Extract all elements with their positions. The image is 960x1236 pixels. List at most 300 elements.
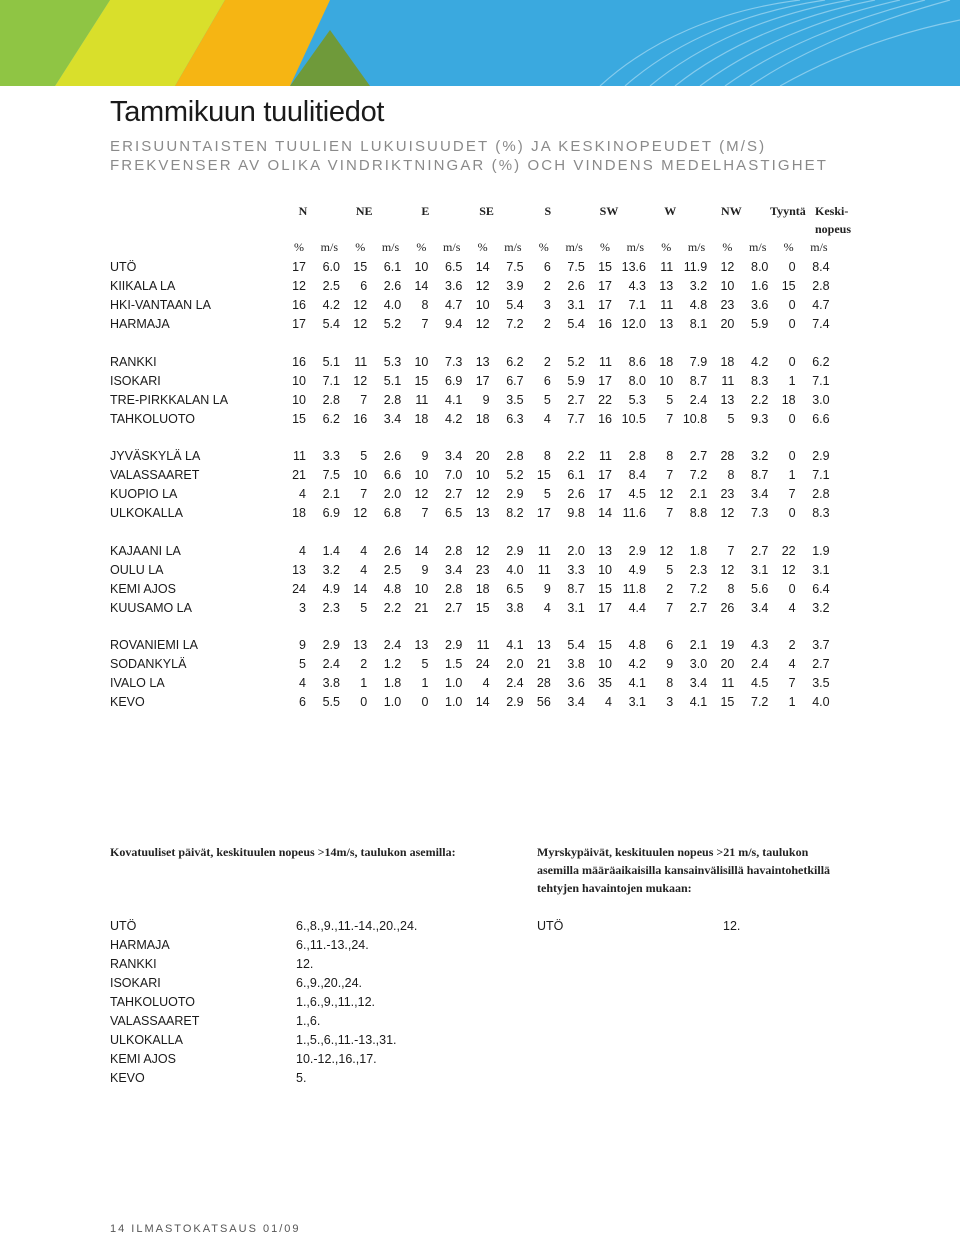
table-cell: 12 (720, 506, 735, 520)
table-cell: 18 (475, 581, 490, 596)
table-cell: 6.9 (445, 373, 463, 388)
table-cell: 18 (292, 506, 306, 520)
table-cell: 12 (781, 562, 796, 577)
table-cell: 8.4 (628, 468, 646, 482)
table-cell: 23 (720, 487, 735, 501)
table-cell: 8.0 (628, 373, 646, 388)
table-cell: 11 (476, 638, 490, 652)
table-cell: 5 (543, 487, 551, 501)
table-cell: 6.5 (445, 506, 463, 520)
table-row (0, 412, 960, 431)
table-cell: 2.8 (445, 543, 463, 558)
table-cell: 4.5 (751, 676, 769, 690)
table-cell: 8 (727, 581, 735, 596)
table-cell: 7.9 (689, 354, 708, 369)
table-cell: 5 (666, 562, 674, 577)
table-cell: 2.7 (567, 392, 585, 407)
header-banner (0, 0, 960, 86)
table-cell: 1 (788, 468, 796, 482)
table-cell: 3.7 (812, 638, 830, 652)
table-cell: 3 (543, 298, 551, 312)
table-cell: 5 (421, 657, 429, 671)
storm-days: 12. (296, 957, 314, 971)
table-cell: 1.0 (445, 695, 463, 709)
page-title: Tammikuun tuulitiedot (110, 96, 385, 128)
unit-header: m/s (381, 240, 400, 254)
table-cell: 15 (414, 373, 429, 388)
table-cell: 2.6 (383, 279, 402, 293)
unit-header: % (294, 240, 304, 254)
table-cell: 5 (360, 449, 368, 463)
table-cell: 4.3 (751, 638, 769, 652)
table-cell: 4.8 (628, 638, 646, 652)
table-cell: 2.9 (506, 487, 524, 501)
table-cell: 5.9 (751, 317, 769, 331)
table-cell: 5.4 (506, 298, 524, 312)
table-row (0, 468, 960, 487)
table-cell: 7.5 (567, 260, 585, 274)
table-cell: 5.2 (383, 317, 402, 331)
table-cell: 3.5 (506, 392, 524, 407)
table-cell: 2 (788, 638, 796, 652)
table-cell: 18 (659, 354, 674, 369)
table-cell: 1.2 (383, 657, 402, 671)
table-cell: 11 (721, 373, 735, 388)
table-cell: 4 (299, 543, 306, 558)
table-cell: 13 (659, 317, 674, 331)
table-cell: 9.4 (445, 317, 463, 331)
table-cell: 2.5 (322, 279, 340, 293)
table-cell: 6.4 (812, 581, 830, 596)
table-cell: 3.1 (751, 562, 769, 577)
direction-header: SE (479, 204, 494, 218)
table-cell: 3.2 (689, 279, 708, 293)
table-cell: 5.6 (751, 581, 769, 596)
table-cell: 12 (353, 373, 368, 388)
table-cell: 10 (414, 581, 429, 596)
direction-header: W (664, 204, 677, 218)
table-cell: 2.8 (506, 449, 524, 463)
table-cell: 5.3 (383, 354, 402, 369)
table-cell: 2.6 (567, 487, 585, 501)
unit-header: m/s (504, 240, 522, 254)
station-name: ISOKARI (110, 373, 161, 388)
table-cell: 4 (605, 695, 612, 709)
table-cell: 6 (543, 373, 551, 388)
table-cell: 7.4 (812, 317, 830, 331)
table-row (0, 393, 960, 412)
table-cell: 7.5 (322, 468, 340, 482)
table-cell: 11 (537, 562, 551, 577)
table-cell: 17 (598, 373, 612, 388)
station-name: KEMI AJOS (110, 581, 176, 596)
table-cell: 3.6 (567, 676, 585, 690)
table-cell: 7 (666, 506, 674, 520)
table-cell: 1 (788, 373, 796, 388)
table-cell: 17 (598, 298, 612, 312)
table-cell: 2.4 (383, 638, 402, 652)
table-cell: 11 (599, 354, 612, 369)
table-cell: 20 (475, 449, 490, 463)
table-row (0, 317, 960, 336)
table-cell: 7 (360, 487, 368, 501)
table-cell: 9.3 (751, 411, 769, 426)
table-cell: 12.0 (621, 317, 646, 331)
table-cell: 2.7 (445, 487, 463, 501)
table-cell: 1.0 (383, 695, 402, 709)
table-cell: 4.9 (322, 581, 340, 596)
table-cell: 12 (353, 317, 368, 331)
table-cell: 16 (292, 298, 306, 312)
table-cell: 4.0 (383, 298, 402, 312)
table-cell: 5 (360, 600, 368, 615)
table-cell: 2.7 (689, 449, 708, 463)
table-cell: 0 (788, 354, 796, 369)
table-cell: 16 (353, 411, 368, 426)
calm-header: Tyyntä (770, 204, 806, 218)
table-cell: 4.5 (628, 487, 646, 501)
table-cell: 11 (721, 676, 735, 690)
table-row (0, 279, 960, 298)
table-row (0, 676, 960, 695)
storm-station: KEVO (110, 1071, 145, 1085)
table-cell: 1.8 (689, 543, 708, 558)
gale-days-heading-line2: asemilla määräaikaisilla kansainvälisillä havaintohetkillä (537, 863, 831, 877)
table-cell: 4 (299, 487, 306, 501)
table-cell: 2.4 (689, 392, 708, 407)
table-cell: 8.0 (751, 260, 769, 274)
table-cell: 3.1 (567, 600, 585, 615)
table-cell: 4 (543, 411, 551, 426)
table-cell: 5 (543, 392, 551, 407)
table-cell: 16 (598, 317, 612, 331)
table-cell: 7 (666, 600, 674, 615)
table-cell: 17 (598, 279, 612, 293)
storm-days: 5. (296, 1071, 307, 1085)
table-cell: 3.1 (567, 298, 585, 312)
table-cell: 14 (414, 279, 429, 293)
table-cell: 56 (536, 695, 551, 709)
table-cell: 2.3 (322, 600, 340, 615)
table-cell: 5.1 (322, 354, 340, 369)
table-cell: 3.6 (445, 279, 463, 293)
table-cell: 6 (543, 260, 551, 274)
table-cell: 6 (666, 638, 674, 652)
table-cell: 2.4 (322, 657, 340, 671)
table-cell: 13 (475, 354, 490, 369)
table-cell: 3.5 (812, 676, 830, 690)
table-cell: 2.2 (383, 600, 402, 615)
table-cell: 8.1 (689, 317, 708, 331)
table-row (0, 695, 960, 714)
table-cell: 17 (598, 600, 612, 615)
table-cell: 11.6 (622, 506, 646, 520)
table-cell: 10.5 (621, 411, 646, 426)
table-cell: 10 (414, 260, 429, 274)
station-name: KUUSAMO LA (110, 600, 192, 615)
table-cell: 0 (788, 581, 796, 596)
table-cell: 8.7 (689, 373, 708, 388)
table-cell: 0 (788, 411, 796, 426)
table-cell: 18 (720, 354, 735, 369)
station-name: TAHKOLUOTO (110, 411, 195, 426)
table-cell: 1.8 (383, 676, 402, 690)
table-cell: 3.4 (567, 695, 585, 709)
table-cell: 8 (727, 468, 735, 482)
table-cell: 4.8 (383, 581, 402, 596)
table-cell: 21 (292, 468, 306, 482)
table-row (0, 506, 960, 525)
table-cell: 6.9 (322, 506, 340, 520)
table-cell: 9 (666, 657, 674, 671)
storm-station: KEMI AJOS (110, 1052, 176, 1066)
table-cell: 0 (788, 260, 796, 274)
table-cell: 2.3 (689, 562, 708, 577)
table-cell: 9 (543, 581, 551, 596)
table-cell: 1.6 (751, 279, 769, 293)
table-cell: 0 (788, 449, 796, 463)
table-cell: 5.5 (322, 695, 340, 709)
table-cell: 1.0 (445, 676, 463, 690)
table-cell: 4.3 (628, 279, 646, 293)
table-cell: 8 (666, 676, 674, 690)
unit-header: m/s (810, 240, 828, 254)
storm-station: TAHKOLUOTO (110, 995, 195, 1009)
table-cell: 3 (299, 600, 306, 615)
station-name: JYVÄSKYLÄ LA (110, 449, 201, 463)
table-cell: 5.4 (567, 317, 585, 331)
table-cell: 2.0 (383, 487, 402, 501)
table-cell: 5.2 (506, 468, 524, 482)
unit-header: m/s (443, 240, 461, 254)
table-cell: 18 (475, 411, 490, 426)
table-cell: 12 (720, 562, 735, 577)
storm-days: 6.,11.-13.,24. (296, 938, 369, 952)
table-cell: 4 (543, 600, 551, 615)
table-cell: 13 (414, 638, 429, 652)
table-cell: 2 (543, 317, 551, 331)
storm-station: VALASSAARET (110, 1014, 200, 1028)
table-cell: 5.3 (628, 392, 646, 407)
table-cell: 12 (720, 260, 735, 274)
table-cell: 3.4 (689, 676, 708, 690)
table-cell: 11.8 (622, 581, 646, 596)
unit-header: % (600, 240, 610, 254)
table-cell: 5 (299, 657, 306, 671)
table-cell: 2.9 (506, 543, 524, 558)
table-cell: 13.6 (621, 260, 646, 274)
table-cell: 7.3 (445, 354, 463, 369)
table-cell: 10 (414, 468, 429, 482)
table-cell: 17 (598, 468, 612, 482)
table-cell: 17 (292, 317, 306, 331)
direction-header: E (421, 204, 430, 218)
table-cell: 7.3 (751, 506, 769, 520)
table-cell: 6.5 (506, 581, 524, 596)
table-cell: 6.0 (322, 260, 340, 274)
station-name: VALASSAARET (110, 468, 200, 482)
table-cell: 3.8 (567, 657, 585, 671)
table-cell: 4.0 (812, 695, 830, 709)
table-cell: 4 (360, 562, 368, 577)
table-cell: 21 (414, 600, 429, 615)
table-cell: 2.7 (689, 600, 708, 615)
station-name: ULKOKALLA (110, 506, 183, 520)
table-row (0, 601, 960, 620)
table-cell: 6.1 (383, 260, 402, 274)
table-cell: 2.8 (322, 392, 340, 407)
table-cell: 12 (659, 543, 674, 558)
table-cell: 18 (414, 411, 429, 426)
table-cell: 10 (292, 392, 306, 407)
table-cell: 7 (788, 487, 796, 501)
table-cell: 7 (360, 392, 368, 407)
subtitle-finnish: ERISUUNTAISTEN TUULIEN LUKUISUUDET (%) JA KESKINOPEUDET (M/S) (110, 138, 767, 155)
storm-station: ULKOKALLA (110, 1033, 183, 1047)
table-cell: 19 (720, 638, 735, 652)
table-cell: 11 (415, 392, 429, 407)
table-cell: 24 (475, 657, 490, 671)
table-cell: 10 (598, 562, 612, 577)
table-cell: 6.2 (506, 354, 524, 369)
table-cell: 8.3 (751, 373, 769, 388)
table-cell: 6.2 (812, 354, 830, 369)
table-cell: 8.4 (812, 260, 830, 274)
table-cell: 7.5 (506, 260, 524, 274)
mean-header-line1: Keski- (815, 204, 849, 218)
table-cell: 3.0 (689, 657, 708, 671)
table-cell: 4 (360, 543, 368, 558)
table-row (0, 298, 960, 317)
table-cell: 0 (788, 317, 796, 331)
table-cell: 12 (475, 317, 490, 331)
table-cell: 15 (353, 260, 368, 274)
table-cell: 12 (414, 487, 429, 501)
table-cell: 3.4 (751, 487, 769, 501)
table-cell: 2.0 (567, 543, 585, 558)
table-cell: 2.5 (383, 562, 402, 577)
table-cell: 14 (353, 581, 368, 596)
table-cell: 1 (788, 695, 796, 709)
table-cell: 15 (475, 600, 490, 615)
table-cell: 4.8 (689, 298, 708, 312)
table-cell: 4.2 (445, 411, 463, 426)
table-cell: 7 (421, 317, 429, 331)
table-row (0, 563, 960, 582)
table-cell: 11 (537, 543, 551, 558)
station-name: TRE-PIRKKALAN LA (110, 392, 229, 407)
table-cell: 3.2 (751, 449, 769, 463)
table-cell: 3.8 (322, 676, 340, 690)
station-name: HARMAJA (110, 317, 170, 331)
storm-days-heading: Kovatuuliset päivät, keskituulen nopeus >14m/s, taulukon asemilla: (110, 845, 456, 859)
table-cell: 7 (666, 468, 674, 482)
table-cell: 11 (354, 354, 368, 369)
station-name: HKI-VANTAAN LA (110, 298, 211, 312)
table-cell: 7.1 (812, 373, 830, 388)
table-row (0, 449, 960, 468)
table-cell: 2.0 (506, 657, 524, 671)
table-cell: 3.8 (506, 600, 524, 615)
table-cell: 11 (293, 449, 306, 463)
table-cell: 15 (598, 638, 612, 652)
unit-header: % (355, 240, 366, 254)
table-cell: 2.6 (383, 543, 402, 558)
gale-station: UTÖ (537, 919, 564, 933)
table-cell: 7.1 (812, 468, 830, 482)
table-cell: 17 (536, 506, 551, 520)
table-cell: 1.4 (322, 543, 340, 558)
unit-header: % (783, 240, 794, 254)
storm-days: 6.,9.,20.,24. (296, 976, 363, 990)
unit-header: % (477, 240, 488, 254)
table-cell: 20 (720, 317, 735, 331)
table-cell: 8.7 (751, 468, 769, 482)
table-cell: 2.9 (322, 638, 340, 652)
table-cell: 35 (598, 676, 612, 690)
table-cell: 15 (720, 695, 735, 709)
mean-header-line2: nopeus (815, 222, 852, 236)
table-cell: 0 (788, 298, 796, 312)
table-cell: 10 (292, 373, 306, 388)
table-cell: 10 (659, 373, 674, 388)
table-cell: 2.2 (567, 449, 585, 463)
table-row (0, 355, 960, 374)
table-cell: 4.0 (506, 562, 524, 577)
table-cell: 7 (788, 676, 796, 690)
table-cell: 10 (475, 468, 490, 482)
station-name: KAJAANI LA (110, 543, 181, 558)
table-cell: 0 (360, 695, 368, 709)
storm-days: 6.,8.,9.,11.-14.,20.,24. (296, 919, 418, 933)
table-cell: 6.3 (506, 411, 524, 426)
table-cell: 8.7 (567, 581, 585, 596)
table-cell: 21 (536, 657, 551, 671)
table-cell: 3.4 (751, 600, 769, 615)
unit-header: m/s (687, 240, 706, 254)
station-name: UTÖ (110, 260, 137, 274)
storm-days: 1.,6.,9.,11.,12. (296, 995, 375, 1009)
table-cell: 4.2 (322, 298, 340, 312)
direction-header: S (544, 204, 552, 218)
table-cell: 11 (599, 449, 612, 463)
table-cell: 15 (598, 581, 612, 596)
table-cell: 4.7 (812, 298, 830, 312)
table-cell: 4.1 (628, 676, 646, 690)
table-cell: 3 (666, 695, 674, 709)
table-row (0, 544, 960, 563)
table-cell: 5.9 (567, 373, 585, 388)
storm-station: UTÖ (110, 919, 137, 933)
table-cell: 3.0 (812, 392, 830, 407)
station-name: SODANKYLÄ (110, 657, 187, 671)
table-cell: 13 (353, 638, 368, 652)
table-cell: 1.5 (445, 657, 463, 671)
table-cell: 2.1 (689, 638, 708, 652)
unit-header: % (661, 240, 672, 254)
table-cell: 2.9 (445, 638, 463, 652)
storm-station: RANKKI (110, 957, 157, 971)
gale-days-heading-line1: Myrskypäivät, keskituulen nopeus >21 m/s, taulukon (537, 845, 809, 859)
table-cell: 15 (292, 411, 306, 426)
table-cell: 2.7 (445, 600, 463, 615)
table-cell: 11 (660, 260, 674, 274)
table-cell: 1 (360, 676, 368, 690)
storm-days: 1.,6. (296, 1014, 321, 1028)
table-cell: 7.2 (506, 317, 524, 331)
station-name: RANKKI (110, 354, 157, 369)
table-cell: 14 (414, 543, 429, 558)
